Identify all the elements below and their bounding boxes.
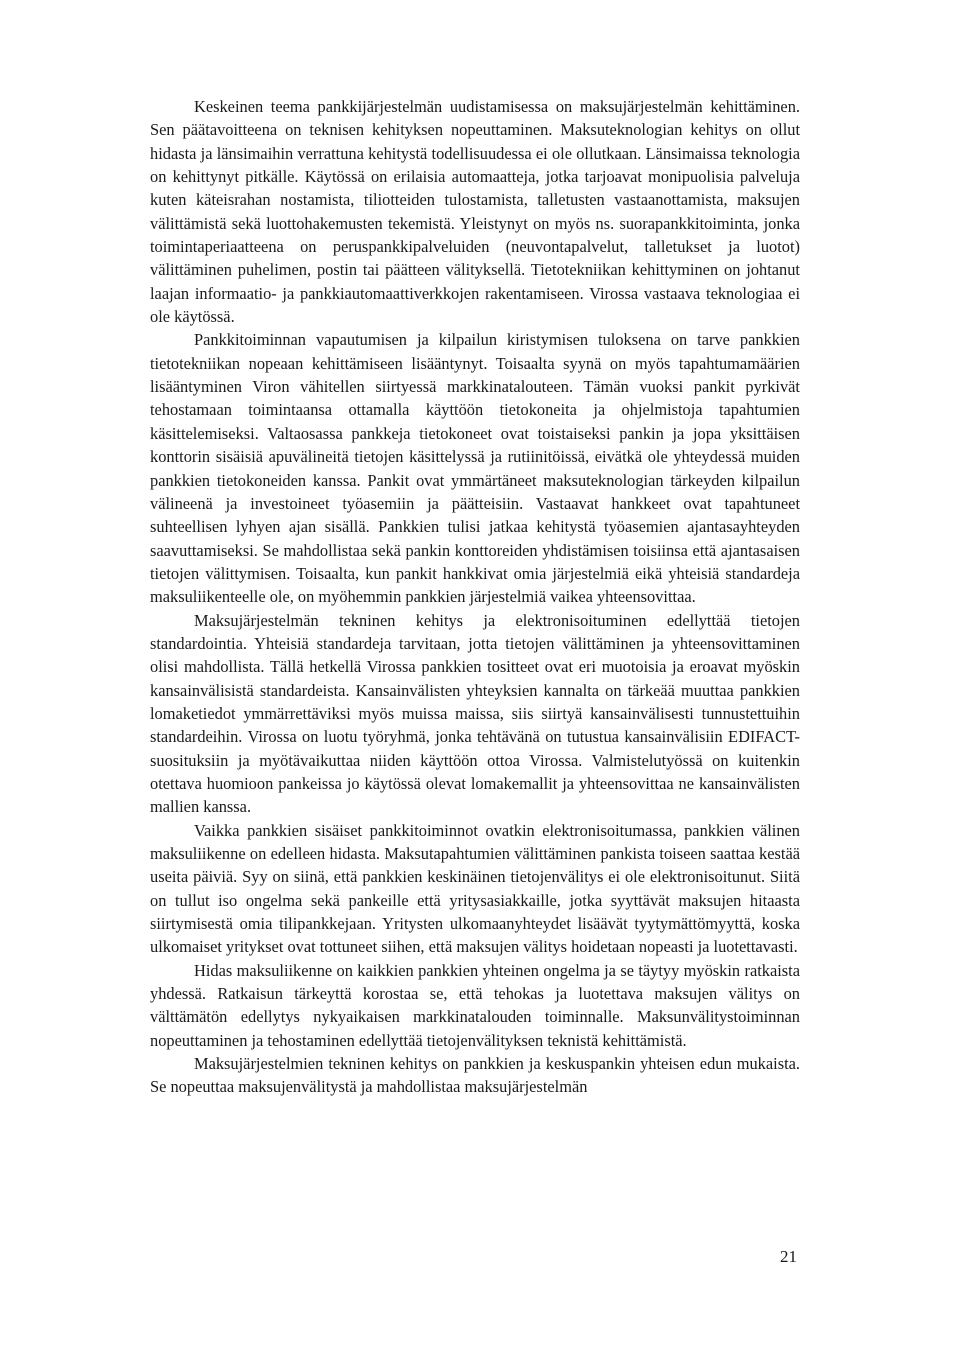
paragraph-6: Maksujärjestelmien tekninen kehitys on pankkien ja keskuspankin yhteisen edun mukaista. Se nopeuttaa maksujenvälitystä ja mahdollistaa maksujärjestelmän xyxy=(150,1054,800,1097)
paragraph-3: Maksujärjestelmän tekninen kehitys ja elektronisoituminen edellyttää tietojen standardointia. Yhteisiä standardeja tarvitaan, jotta tietojen välittäminen ja yhteensovittaminen olisi mahdollista. Tällä hetkellä Virossa pankkien tositteet ovat eri muotoisia ja eroavat myöskin kansainvälisistä standardeista. Kansainvälisten yhteyksien kannalta on tärkeää muuttaa pankkien lomaketiedot ymmärrettäviksi myös muissa maissa, siis siirtyä kansainvälisesti tunnustettuihin standardeihin. Virossa on luotu työryhmä, jonka tehtävänä on tutustua kansainvälisiin EDIFACT-suosituksiin ja myötävaikuttaa niiden käyttöön ottoa Virossa. Valmistelutyössä on kuitenkin otettava huomioon pankeissa jo käytössä olevat lomakemallit ja yhteensovittaa ne kansainvälisten mallien kanssa. xyxy=(150,610,800,817)
page-number: 21 xyxy=(780,1247,797,1266)
paragraph-4: Vaikka pankkien sisäiset pankkitoiminnot ovatkin elektronisoitumassa, pankkien välinen maksuliikenne on edelleen hidasta. Maksutapahtumien välittäminen pankista toiseen saattaa kestää useita päiviä. Syy on siinä, että pankkien keskinäinen tietojenvälitys ei ole elektronisoitunut. Siitä on tullut iso ongelma sekä pankeille että yritysasiakkaille, jotka syyttävät maksujen hitaasta siirtymisestä omia tilipankkejaan. Yritysten ulkomaanyhteydet lisäävät tyytymättömyyttä, koska ulkomaiset yritykset ovat tottuneet siihen, että maksujen välitys hoidetaan nopeasti ja luotettavasti. xyxy=(150,820,800,957)
paragraph-1: Keskeinen teema pankkijärjestelmän uudistamisessa on maksujärjestelmän kehittäminen. Sen päätavoitteena on teknisen kehityksen nopeuttaminen. Maksuteknologian kehitys on ollut hidasta ja länsimaihin verrattuna kehitystä todellisuudessa ei ole ollutkaan. Länsimaissa teknologia on kehittynyt pitkälle. Käytössä on erilaisia automaatteja, jotka tarjoavat monipuolisia palveluja kuten käteisrahan nostamista, tiliotteiden tulostamista, talletusten vastaanottamista, maksujen välittämistä sekä luottohakemusten tekemistä. Yleistynyt on myös ns. suorapankkitoiminta, jonka toimintaperiaatteena on peruspankkipalveluiden (neuvontapalvelut, talletukset ja luotot) välittäminen puhelimen, postin tai päätteen välityksellä. Tietotekniikan kehittyminen on johtanut laajan informaatio- ja pankkiautomaattiverkkojen rakentamiseen. Virossa vastaava teknologiaa ei ole käytössä. xyxy=(150,97,800,327)
body-text xyxy=(150,95,800,1099)
paragraph-2: Pankkitoiminnan vapautumisen ja kilpailun kiristymisen tuloksena on tarve pankkien tietotekniikan nopeaan kehittämiseen lisääntynyt. Toisaalta syynä on myös tapahtumamäärien lisääntyminen Viron vähitellen siirtyessä markkinatalouteen. Tämän vuoksi pankit pyrkivät tehostamaan toimintaansa ottamalla käyttöön tietokoneita ja ohjelmistoja tapahtumien käsittelemiseksi. Valtaosassa pankkeja tietokoneet ovat toistaiseksi pankin ja jopa yksittäisen konttorin sisäisiä apuvälineitä tietojen käsittelyssä ja rutiinitöissä, eivätkä ole yhteydessä muiden pankkien tietokoneiden kanssa. Pankit ovat ymmärtäneet maksuteknologian tärkeyden kilpailun välineenä ja investoineet työasemiin ja päätteisiin. Vastaavat hankkeet ovat tapahtuneet suhteellisen lyhyen ajan sisällä. Pankkien tulisi jatkaa kehitystä työasemien ajantasayhteyden saavuttamiseksi. Se mahdollistaa sekä pankin konttoreiden yhdistämisen toisiinsa että ajantasaisen tietojen välittymisen. Toisaalta, kun pankit hankkivat omia järjestelmiä eikä yhteisiä standardeja maksuliikenteelle ole, on myöhemmin pankkien järjestelmiä vaikea yhteensovittaa. xyxy=(150,330,800,607)
paragraph-5: Hidas maksuliikenne on kaikkien pankkien yhteinen ongelma ja se täytyy myöskin ratkaista yhdessä. Ratkaisun tärkeyttä korostaa se, että tehokas ja luotettava maksujen välitys on välttämätön edellytys nykyaikaisen markkinatalouden toiminnalle. Maksunvälitystoiminnan nopeuttaminen ja tehostaminen edellyttää tietojenvälityksen teknistä kehittämistä. xyxy=(150,960,800,1050)
